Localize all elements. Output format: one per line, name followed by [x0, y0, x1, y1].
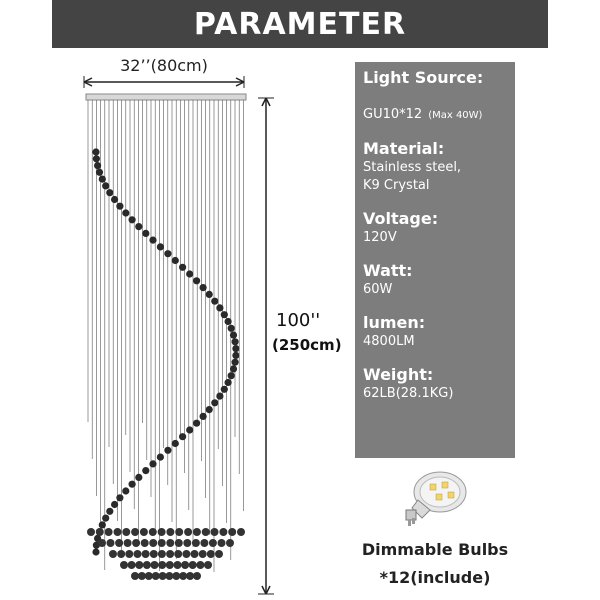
- spec-value: Stainless steel, K9 Crystal: [363, 160, 462, 193]
- spec-value: 4800LM: [363, 334, 415, 349]
- spec-title: Voltage:: [363, 209, 439, 228]
- bulbs-caption: Dimmable Bulbs: [361, 540, 509, 559]
- spec-material: [363, 139, 507, 195]
- spec-light-source: [363, 68, 507, 125]
- height-label: 100'': [276, 310, 321, 331]
- spec-title: Weight:: [363, 365, 434, 384]
- spec-note: (Max 40W): [428, 110, 483, 121]
- spec-title: lumen:: [363, 313, 426, 332]
- spec-title: Material:: [363, 139, 445, 158]
- spec-voltage: [363, 209, 507, 247]
- spec-weight: [363, 365, 507, 403]
- spec-title: Watt:: [363, 261, 413, 280]
- bulbs-quantity: *12(include): [379, 568, 491, 587]
- width-arrow-icon: [82, 76, 246, 88]
- bulb-icon: [398, 470, 470, 530]
- spec-value: 60W: [363, 282, 393, 297]
- chandelier-icon: [80, 92, 252, 594]
- spec-value: GU10*12 (Max 40W): [363, 107, 483, 122]
- spec-panel: [355, 62, 515, 458]
- height-metric-label: (250cm): [272, 336, 342, 354]
- spec-value: 62LB(28.1KG): [363, 386, 454, 401]
- width-label: 32’’(80cm): [120, 56, 208, 75]
- spec-watt: [363, 261, 507, 299]
- spec-value: 120V: [363, 230, 397, 245]
- page-title: PARAMETER: [52, 0, 548, 48]
- spec-title: Light Source:: [363, 68, 484, 87]
- width-dimension: [82, 56, 246, 96]
- spec-lumen: [363, 313, 507, 351]
